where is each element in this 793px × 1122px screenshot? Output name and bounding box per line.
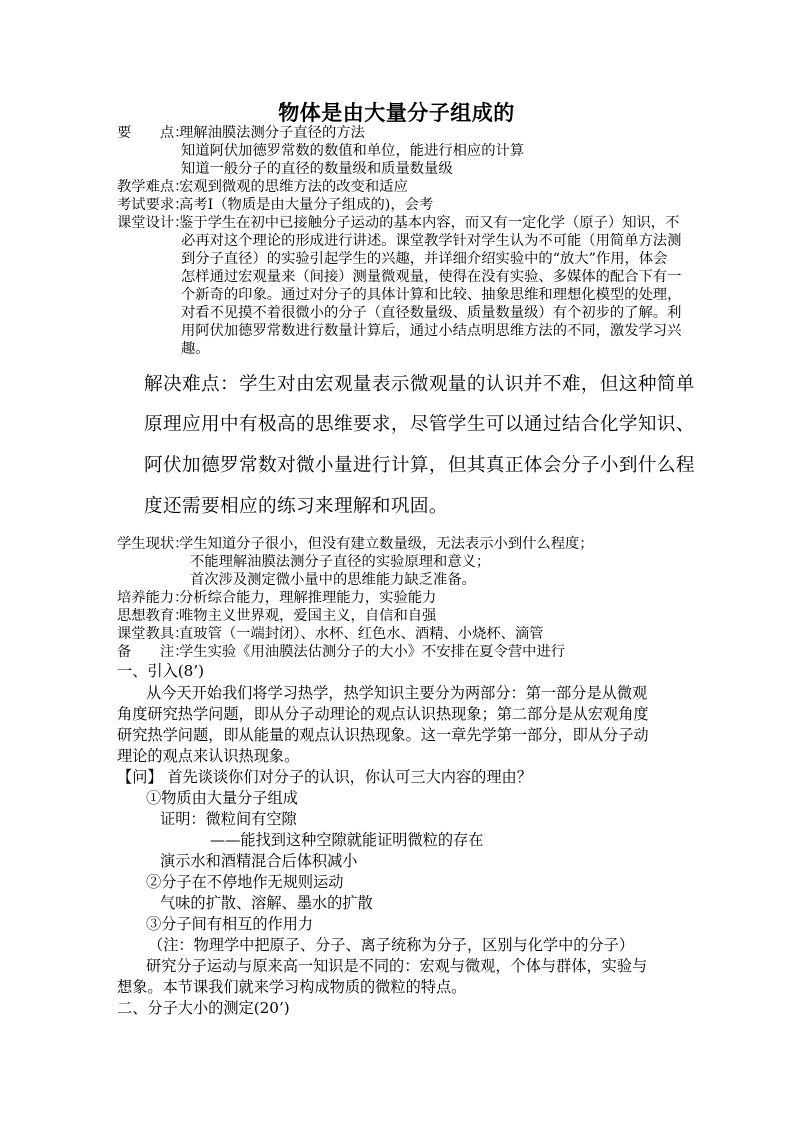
question-line: 【问】 首先谈谈你们对分子的认识，你认可三大内容的理由？: [117, 768, 532, 786]
difficulty-text: 宏观到微观的思维方法的改变和适应: [179, 179, 408, 195]
design-label: 课堂设计：: [117, 215, 189, 231]
thought-text: 唯物主义世界观，爱国主义，自信和自强: [179, 608, 437, 624]
key-point-1: 理解油膜法测分子直径的方法: [179, 125, 365, 141]
design-line-1: 鉴于学生在初中已接触分子运动的基本内容，而又有一定化学（原子）知识，不: [179, 215, 680, 231]
intro-line-3: 研究热学问题，即从能量的观点认识热现象。这一章先学第一部分，即从分子动: [117, 726, 649, 744]
solve-line-4: 度还需要相应的练习来理解和巩固。: [144, 496, 448, 517]
design-line-8: 趣。: [181, 341, 210, 357]
thought-label: 思想教育：: [117, 608, 189, 624]
exam-label: 考试要求：: [117, 197, 189, 213]
student-line-2: 不能理解油膜法测分子直径的实验原理和意义；: [190, 554, 491, 570]
intro-line-4: 理论的观点来认识热现象。: [117, 747, 300, 765]
note-row: [117, 643, 565, 661]
note-text: 学生实验《用油膜法估测分子的大小》不安排在夏令营中进行: [179, 644, 566, 660]
note-label: 备 注：: [117, 644, 189, 660]
student-row: [117, 535, 594, 553]
section-heading-2: 二、分子大小的测定(20’): [117, 999, 290, 1017]
key-points-label: 要 点：: [117, 125, 189, 141]
closing-line-1: 研究分子运动与原来高一知识是不同的：宏观与微观，个体与群体，实验与: [146, 957, 648, 975]
page-title: 物体是由大量分子组成的: [278, 101, 515, 125]
point-1: ①物质由大量分子组成: [146, 789, 298, 807]
student-label: 学生现状：: [117, 536, 189, 552]
key-point-3: 知道一般分子的直径的数量级和质量数量级: [181, 161, 453, 177]
difficulty-label: 教学难点：: [117, 179, 189, 195]
exam-row: [117, 196, 433, 214]
intro-line-2: 角度研究热学问题，即从分子动理论的观点认识热现象；第二部分是从宏观角度: [117, 705, 649, 723]
diffuse-line: 气味的扩散、溶解、墨水的扩散: [160, 894, 373, 912]
demo-line: 演示水和酒精混合后体积减小: [160, 852, 358, 870]
student-line-3: 首次涉及测定微小量中的思维能力缺乏准备。: [190, 572, 476, 588]
key-point-2: 知道阿伏加德罗常数的数值和单位，能进行相应的计算: [181, 143, 525, 159]
ability-label: 培养能力：: [117, 590, 189, 606]
design-line-3: 到分子直径）的实验引起学生的兴趣，并详细介绍实验中的“放大”作用，体会: [181, 251, 668, 267]
point-3: ③分子间有相互的作用力: [146, 915, 314, 933]
ability-row: [117, 589, 436, 607]
design-line-4: 怎样通过宏观量来（间接）测量微观量，使得在没有实验、多媒体的配合下有一: [181, 269, 682, 285]
point-2: ②分子在不停地作无规则运动: [146, 873, 344, 891]
solve-line-3: 阿伏加德罗常数对微小量进行计算，但其真正体会分子小到什么程: [144, 455, 695, 476]
exam-text: 高考Ⅰ（物质是由大量分子组成的)，会考: [179, 197, 434, 213]
tools-row: [117, 625, 544, 643]
student-line-1: 学生知道分子很小，但没有建立数量级，无法表示小到什么程度；: [179, 536, 594, 552]
design-row: [117, 214, 679, 232]
intro-line-1: 从今天开始我们将学习热学，热学知识主要分为两部分：第一部分是从微观: [146, 684, 648, 702]
difficulty-row: [117, 178, 408, 196]
solve-line-1: 解决难点：学生对由宏观量表示微观量的认识并不难，但这种简单: [144, 374, 695, 395]
design-line-7: 用阿伏加德罗常数进行数量计算后，通过小结点明思维方法的不同，激发学习兴: [181, 323, 682, 339]
tools-label: 课堂教具：: [117, 626, 189, 642]
solve-line-2: 原理应用中有极高的思维要求，尽管学生可以通过结合化学知识、: [144, 414, 695, 435]
design-line-2: 必再对这个理论的形成进行讲述。课堂教学针对学生认为不可能（用简单方法测: [181, 233, 682, 249]
closing-line-2: 想象。本节课我们就来学习构成物质的微粒的特点。: [117, 978, 467, 996]
remark-line: （注：物理学中把原子、分子、离子统称为分子，区别与化学中的分子）: [148, 936, 634, 954]
design-line-5: 个新奇的印象。通过对分子的具体计算和比较、抽象思维和理想化模型的处理，: [181, 287, 682, 303]
key-points-row: [117, 124, 365, 142]
ability-text: 分析综合能力，理解推理能力，实验能力: [179, 590, 437, 606]
design-line-6: 对看不见摸不着很微小的分子（直径数量级、质量数量级）有个初步的了解。利: [181, 305, 682, 321]
section-heading-1: 一、引入(8’): [117, 662, 205, 680]
proof-detail-line: ——能找到这种空隙就能证明微粒的存在: [210, 831, 484, 849]
thought-row: [117, 607, 436, 625]
tools-text: 直玻管（一端封闭）、水杯、红色水、酒精、小烧杯、滴管: [179, 626, 544, 642]
proof-line: 证明：微粒间有空隙: [160, 810, 297, 828]
